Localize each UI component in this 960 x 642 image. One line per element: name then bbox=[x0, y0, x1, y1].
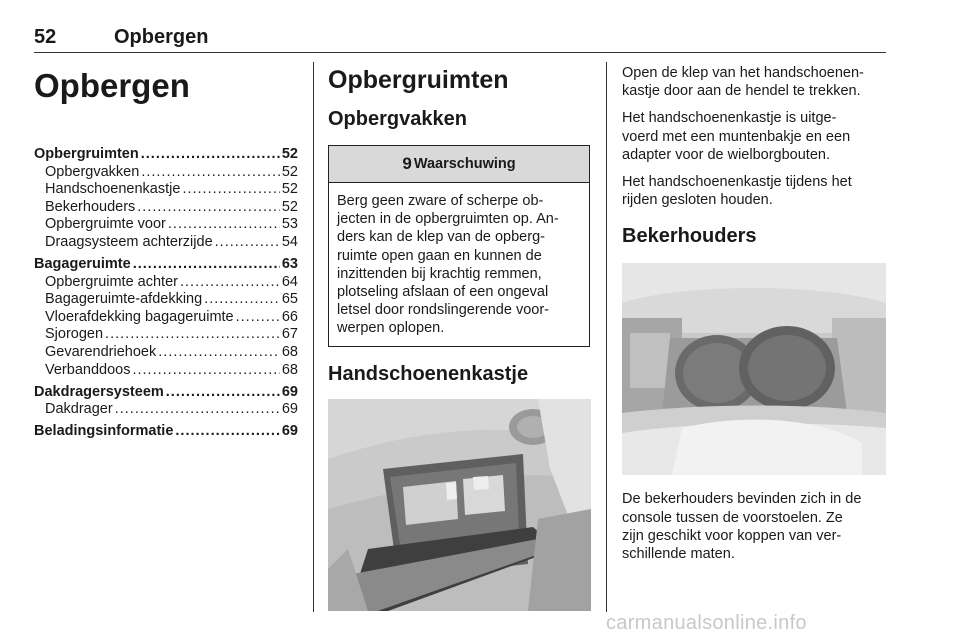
subsection-heading: Opbergvakken bbox=[328, 108, 467, 130]
toc-entry-page: 54 bbox=[281, 233, 298, 250]
toc-entry[interactable] bbox=[34, 401, 298, 419]
content-column-2 bbox=[328, 62, 591, 611]
section-heading: Opbergruimten bbox=[328, 66, 509, 94]
toc-leader-dots bbox=[204, 291, 280, 309]
content-column-3 bbox=[622, 64, 886, 572]
toc-leader-dots bbox=[215, 234, 280, 252]
toc-entry[interactable] bbox=[34, 256, 298, 274]
warning-box bbox=[328, 145, 590, 347]
toc-entry-page: 69 bbox=[281, 401, 298, 418]
toc-entry-page: 65 bbox=[281, 291, 298, 308]
toc-entry[interactable] bbox=[34, 291, 298, 309]
toc-entry[interactable] bbox=[34, 384, 298, 402]
toc-entry[interactable] bbox=[34, 216, 298, 234]
toc-entry[interactable] bbox=[34, 274, 298, 292]
warning-header bbox=[329, 146, 589, 183]
warning-line: ruimte open gaan en kunnen de bbox=[337, 247, 542, 264]
toc-leader-dots bbox=[132, 362, 279, 380]
toc-entry-page: 67 bbox=[281, 326, 298, 343]
toc-leader-dots bbox=[182, 181, 279, 199]
toc-entry-page: 64 bbox=[281, 273, 298, 290]
paragraph-line: De bekerhouders bevinden zich in de bbox=[622, 491, 862, 508]
warning-line: plotseling afslaan of een ongeval bbox=[337, 284, 549, 301]
toc-entry-page: 52 bbox=[281, 181, 298, 198]
warning-line: letsel door rondslingerende voor- bbox=[337, 302, 549, 319]
paragraph-line: zijn geschikt voor koppen van ver- bbox=[622, 527, 842, 544]
toc-entry[interactable] bbox=[34, 326, 298, 344]
toc-entry-page: 66 bbox=[281, 308, 298, 325]
toc-leader-dots bbox=[168, 216, 280, 234]
subsection-heading-glovebox: Handschoenenkastje bbox=[328, 362, 529, 385]
toc-entry-label: Bekerhouders bbox=[45, 198, 136, 215]
toc-leader-dots bbox=[158, 344, 280, 362]
paragraph bbox=[622, 490, 886, 563]
glovebox-image bbox=[328, 399, 591, 611]
toc-entry-page: 68 bbox=[281, 361, 298, 378]
toc-entry-label: Sjorogen bbox=[45, 326, 104, 343]
glovebox-paragraphs bbox=[622, 64, 886, 209]
toc-leader-dots bbox=[166, 384, 280, 402]
toc-entry-label: Verbanddoos bbox=[45, 361, 131, 378]
paragraph bbox=[622, 173, 886, 209]
toc-entry-page: 52 bbox=[281, 198, 298, 215]
toc-leader-dots bbox=[137, 199, 280, 217]
cupholder-paragraph bbox=[622, 490, 886, 563]
column-divider bbox=[606, 62, 607, 612]
warning-text bbox=[329, 183, 589, 346]
toc-entry-label: Gevarendriehoek bbox=[45, 344, 157, 361]
toc-leader-dots bbox=[175, 423, 279, 441]
warning-title: Waarschuwing bbox=[413, 156, 516, 172]
warning-line: Berg geen zware of scherpe ob- bbox=[337, 193, 544, 209]
toc-leader-dots bbox=[133, 256, 280, 274]
toc-entry-label: Opbergvakken bbox=[45, 163, 140, 180]
toc-leader-dots bbox=[236, 309, 280, 327]
paragraph-line: Het handschoenenkastje tijdens het bbox=[622, 174, 852, 191]
paragraph-line: adapter voor de wielborgbouten. bbox=[622, 146, 830, 163]
paragraph-line: schillende maten. bbox=[622, 546, 735, 563]
warning-line: jecten in de opbergruimten op. An- bbox=[337, 211, 559, 228]
page-number: 52 bbox=[34, 26, 57, 48]
toc-entry-label: Vloerafdekking bagageruimte bbox=[45, 308, 234, 325]
warning-icon: 9 bbox=[402, 154, 412, 173]
paragraph-line: kastje door aan de hendel te trekken. bbox=[622, 83, 861, 100]
toc-entry-label: Draagsysteem achterzijde bbox=[45, 233, 213, 250]
column-divider bbox=[313, 62, 314, 612]
paragraph-line: rijden gesloten houden. bbox=[622, 192, 773, 209]
subsection-heading-cupholders: Bekerhouders bbox=[622, 225, 757, 248]
toc-entry-page: 63 bbox=[281, 256, 298, 273]
toc-entry-page: 69 bbox=[281, 383, 298, 400]
toc-leader-dots bbox=[105, 326, 280, 344]
toc-leader-dots bbox=[115, 401, 280, 419]
cupholder-image bbox=[622, 263, 886, 475]
toc-entry[interactable] bbox=[34, 309, 298, 327]
toc-entry-label: Opbergruimte achter bbox=[45, 273, 178, 290]
toc-entry[interactable] bbox=[34, 181, 298, 199]
toc-entry-label: Bagageruimte bbox=[34, 256, 131, 273]
toc-entry-page: 52 bbox=[281, 163, 298, 180]
toc-leader-dots bbox=[141, 146, 280, 164]
toc-column bbox=[34, 60, 298, 440]
toc-entry[interactable] bbox=[34, 234, 298, 252]
toc-leader-dots bbox=[141, 164, 280, 182]
table-of-contents bbox=[34, 146, 298, 441]
toc-entry-page: 69 bbox=[281, 423, 298, 440]
warning-line: inzittenden bij krachtig remmen, bbox=[337, 265, 542, 282]
toc-entry-label: Bagageruimte-afdekking bbox=[45, 291, 203, 308]
toc-entry-label: Dakdragersysteem bbox=[34, 383, 164, 400]
toc-leader-dots bbox=[180, 274, 280, 292]
toc-entry-label: Beladingsinformatie bbox=[34, 423, 174, 440]
toc-entry-page: 53 bbox=[281, 216, 298, 233]
warning-line: ders kan de klep van de opberg- bbox=[337, 229, 545, 246]
paragraph bbox=[622, 64, 886, 100]
paragraph bbox=[622, 109, 886, 164]
paragraph-line: console tussen de voorstoelen. Ze bbox=[622, 509, 843, 526]
toc-entry-label: Dakdrager bbox=[45, 401, 113, 418]
toc-entry-label: Handschoenenkastje bbox=[45, 181, 181, 198]
warning-line: werpen oplopen. bbox=[337, 320, 445, 337]
chapter-title: Opbergen bbox=[34, 67, 190, 104]
watermark: carmanualsonline.info bbox=[606, 612, 807, 634]
toc-entry[interactable] bbox=[34, 199, 298, 217]
header-section-title: Opbergen bbox=[114, 26, 209, 48]
paragraph-line: Het handschoenenkastje is uitge- bbox=[622, 110, 837, 127]
toc-entry[interactable] bbox=[34, 344, 298, 362]
paragraph-line: voerd met een muntenbakje en een bbox=[622, 128, 851, 145]
page-header bbox=[34, 26, 886, 53]
toc-entry-label: Opbergruimten bbox=[34, 146, 139, 162]
toc-entry[interactable] bbox=[34, 362, 298, 380]
toc-entry-page: 68 bbox=[281, 344, 298, 361]
toc-entry-label: Opbergruimte voor bbox=[45, 216, 166, 233]
paragraph-line: Open de klep van het handschoenen- bbox=[622, 65, 864, 81]
toc-entry[interactable] bbox=[34, 164, 298, 182]
toc-entry[interactable] bbox=[34, 423, 298, 441]
toc-entry[interactable] bbox=[34, 146, 298, 164]
toc-entry-page: 52 bbox=[281, 146, 298, 162]
